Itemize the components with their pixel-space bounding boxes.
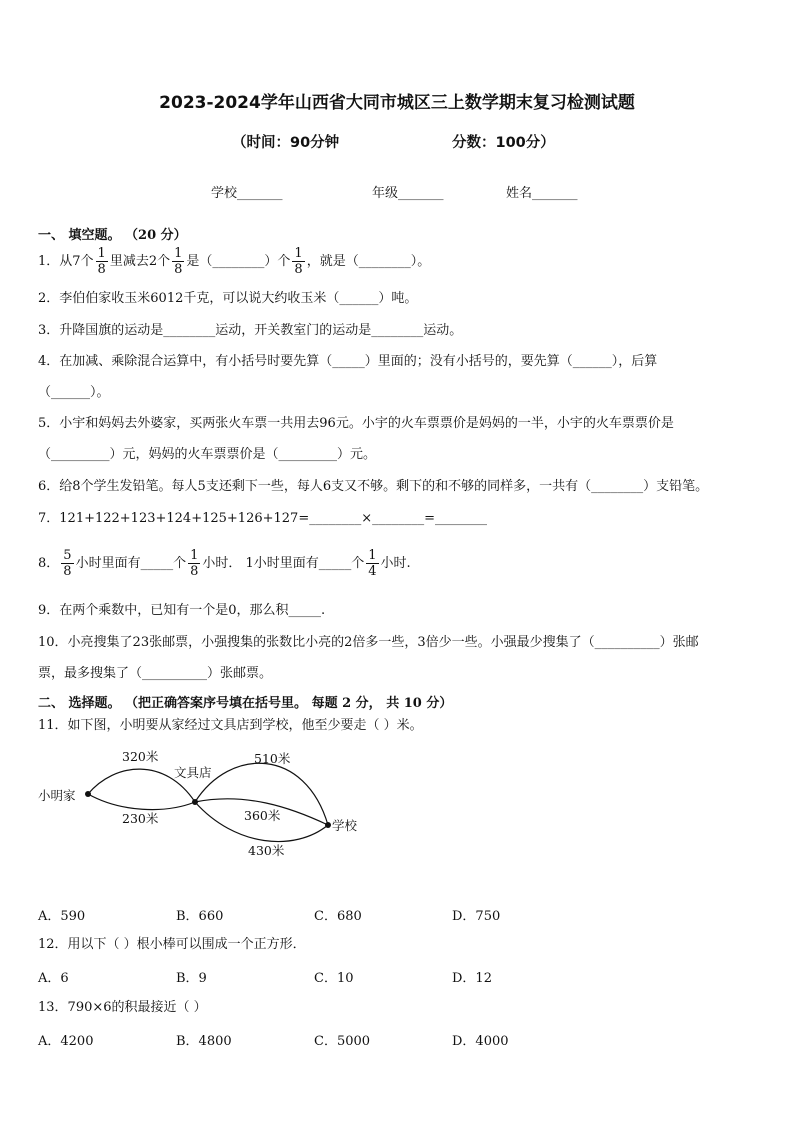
distance-360: 360米 (244, 808, 281, 823)
question-8 (38, 548, 411, 579)
section-2-heading: 二、 选择题。 （把正确答案序号填在括号里。 每题 2 分， 共 10 分） (38, 696, 453, 711)
name-field[interactable]: 姓名_______ (506, 186, 578, 201)
distance-320: 320米 (122, 749, 159, 764)
question-10-line-2: 票，最多搜集了（__________）张邮票。 (38, 666, 273, 681)
q11-option-c[interactable]: C．680 (314, 909, 362, 924)
question-11: 11．如下图，小明要从家经过文具店到学校，他至少要走（ ）米。 (38, 718, 423, 733)
q1-text-b: 里减去2个 (109, 254, 171, 269)
q11-option-b[interactable]: B．660 (176, 909, 224, 924)
question-5-line-1: 5．小宇和妈妈去外婆家，买两张火车票一共用去96元。小宇的火车票票价是妈妈的一半，小宇的火车票票价是 (38, 416, 674, 431)
q11-option-a[interactable]: A．590 (38, 909, 86, 924)
question-10-line-1: 10．小亮搜集了23张邮票，小强搜集的张数比小亮的2倍多一些，3倍少一些。小强最少搜集了（__________）张邮 (38, 635, 699, 650)
q8-text-a: 8． (38, 556, 60, 571)
home-label: 小明家 (38, 788, 76, 803)
shop-label: 文具店 (174, 765, 212, 780)
distance-230: 230米 (122, 811, 159, 826)
question-2: 2．李伯伯家收玉米6012千克，可以说大约收玉米（______）吨。 (38, 291, 418, 306)
fraction-one-eighth: $\frac{1}{8}$ (174, 246, 183, 277)
question-6: 6．给8个学生发铅笔。每人5支还剩下一些，每人6支又不够。剩下的和不够的同样多，一共有（________）支铅笔。 (38, 479, 709, 494)
grade-field[interactable]: 年级_______ (372, 186, 444, 201)
q8-text-b: 小时里面有_____个 (75, 556, 187, 571)
question-12: 12．用以下（ ）根小棒可以围成一个正方形． (38, 937, 306, 952)
route-diagram (30, 742, 370, 867)
q13-option-b[interactable]: B．4800 (176, 1034, 232, 1049)
fraction-one-eighth: $\frac{1}{8}$ (294, 246, 303, 277)
q12-option-d[interactable]: D．12 (452, 971, 492, 986)
fraction-one-eighth: $\frac{1}{8}$ (97, 246, 106, 277)
distance-430: 430米 (248, 843, 285, 858)
time-limit: （时间：90分钟 (232, 135, 340, 151)
q13-option-c[interactable]: C．5000 (314, 1034, 371, 1049)
fraction-five-eighths: $\frac{5}{8}$ (63, 548, 72, 579)
school-point (325, 822, 331, 828)
fraction-one-eighth: $\frac{1}{8}$ (190, 548, 199, 579)
q1-text-a: 1．从7个 (38, 254, 94, 269)
q12-option-a[interactable]: A．6 (38, 971, 69, 986)
question-4-line-1: 4．在加减、乘除混合运算中，有小括号时要先算（_____）里面的；没有小括号的，要先算（______），后算 (38, 354, 658, 369)
fraction-one-quarter: $\frac{1}{4}$ (368, 548, 377, 579)
q8-text-d: 小时. (380, 556, 411, 571)
q11-option-d[interactable]: D．750 (452, 909, 501, 924)
q1-text-d: ，就是（________）。 (306, 254, 431, 269)
total-score: 分数：100分） (452, 135, 555, 151)
page-title: 2023-2024学年山西省大同市城区三上数学期末复习检测试题 (159, 93, 635, 113)
home-point (85, 791, 91, 797)
q13-option-a[interactable]: A．4200 (38, 1034, 94, 1049)
school-field[interactable]: 学校_______ (211, 186, 283, 201)
question-7: 7．121+122+123+124+125+126+127=________×________=________ (38, 511, 487, 526)
q8-text-c: 小时． 1小时里面有_____个 (202, 556, 365, 571)
question-3: 3．升降国旗的运动是________运动，开关教室门的运动是________运动。 (38, 323, 463, 338)
question-13: 13．790×6的积最接近（ ） (38, 1000, 207, 1015)
q13-option-d[interactable]: D．4000 (452, 1034, 509, 1049)
question-4-line-2: （______）。 (38, 385, 110, 400)
q12-option-c[interactable]: C．10 (314, 971, 354, 986)
path-home-shop-bottom (88, 794, 195, 810)
q1-text-c: 是（________）个 (186, 254, 291, 269)
distance-510: 510米 (254, 751, 291, 766)
school-label: 学校 (332, 818, 358, 833)
question-9: 9．在两个乘数中，已知有一个是0，那么积_____. (38, 603, 326, 618)
shop-point (192, 799, 198, 805)
section-1-heading: 一、 填空题。 （20 分） (38, 228, 187, 243)
question-5-line-2: （_________）元，妈妈的火车票票价是（_________）元。 (38, 447, 377, 462)
q12-option-b[interactable]: B．9 (176, 971, 207, 986)
question-1 (38, 246, 430, 277)
